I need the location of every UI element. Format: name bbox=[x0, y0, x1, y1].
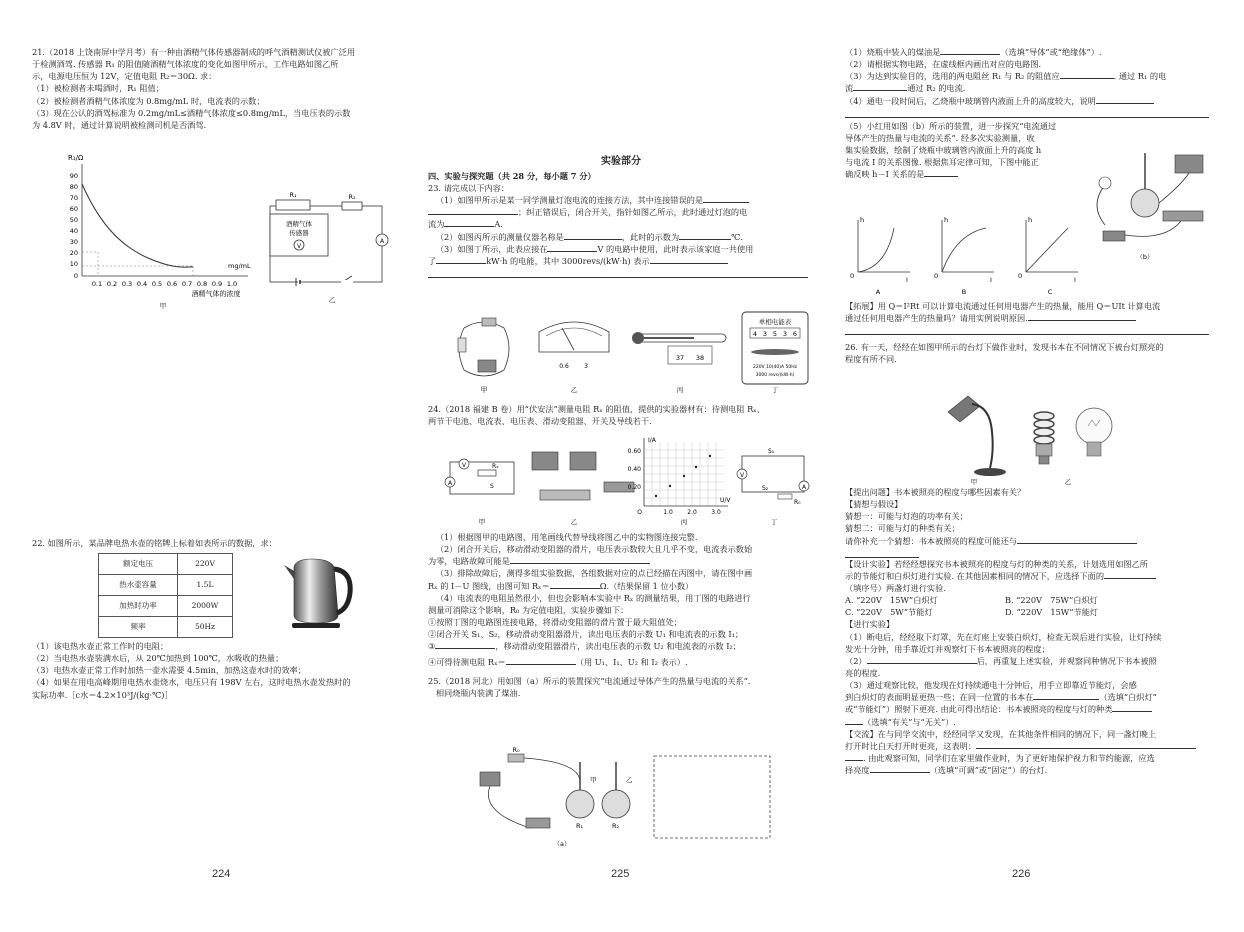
fig-b-caption: （b） bbox=[1136, 253, 1154, 261]
column-page-225 bbox=[428, 155, 814, 278]
graph-option-label: C bbox=[1047, 288, 1053, 296]
q21-graph-xunit: mg/mL bbox=[228, 262, 251, 270]
voltmeter-icon: V bbox=[461, 462, 467, 469]
table-row bbox=[99, 575, 233, 596]
q21-ammeter-icon: A bbox=[379, 238, 385, 245]
q22-spec-table bbox=[98, 553, 233, 638]
q24-line: 测量可消除这个影响，R₀ 为定值电阻，实验步骤如下： bbox=[428, 604, 629, 615]
q26-line: 发光十分钟，用手靠近灯并观察灯下书本被照亮的程度； bbox=[845, 643, 1050, 654]
q26-line: . 由此观察可知，同学们在家里做作业时，为了更好地保护视力和节约能源，应选 bbox=[845, 752, 1217, 764]
q21-ytick: 90 bbox=[69, 172, 78, 180]
q23-ammeter-tick: 0.6 bbox=[559, 363, 569, 370]
q21-resistance-graph bbox=[38, 150, 268, 310]
q21-ytick: 0 bbox=[73, 272, 78, 280]
q21-sensor-label: 酒精气体 bbox=[286, 220, 312, 228]
meter-spec: 220V 10(40)A 50Hz bbox=[752, 365, 798, 370]
q24-fig-caption: 丙 bbox=[680, 518, 688, 526]
svg-text:传感器: 传感器 bbox=[289, 229, 309, 237]
q25-part5 bbox=[845, 120, 1065, 181]
table-cell: 2000W bbox=[178, 596, 233, 617]
meter-digit: 5 bbox=[772, 330, 778, 338]
q23-line: （3）如图丁所示，此表应接在 V 的电路中使用，此时表示该家庭一共使用 bbox=[435, 243, 754, 254]
section-subtitle: 四、实验与探究题（共 28 分，每小题 7 分） bbox=[428, 170, 596, 181]
question-22 bbox=[32, 537, 418, 549]
q25-cont-line: 与电流 I 的关系图像. 根据焦耳定律可知，下图中能正 bbox=[845, 157, 1039, 168]
s1-label: S₁ bbox=[768, 448, 775, 455]
q24-graph-ylabel: I/A bbox=[648, 437, 656, 444]
q22-questions bbox=[32, 640, 418, 701]
q21-ytick: 60 bbox=[69, 205, 78, 213]
q21-ytick: 50 bbox=[69, 216, 78, 224]
q23-line: 了 kW·h 的电能，其中 3000revs/(kW·h) 表示 bbox=[428, 255, 814, 267]
q21-xtick: 0.7 bbox=[181, 280, 193, 288]
q24-line: （2）闭合开关后，移动滑动变阻器的滑片，电压表示数较大且几乎不变，电流表示数始 bbox=[435, 544, 753, 555]
table-cell: 频率 bbox=[99, 617, 178, 638]
q21-ytick: 10 bbox=[69, 260, 78, 268]
q22-line: （4）如果在用电高峰期用电热水壶烧水，电压只有 198V 左右，这时电热水壶发热时的 bbox=[32, 677, 351, 688]
q21-line: 示，电源电压恒为 12V，定值电阻 R₂＝30Ω. 求： bbox=[32, 71, 217, 82]
q25-cont-line: 【拓展】用 Q＝I²Rt 可以计算电流通过任何用电器产生的热量，能用 Q＝UIt 计算电流 bbox=[845, 301, 1161, 311]
q25-apparatus-figure bbox=[470, 742, 780, 852]
q26-line: 择亮度 （选填“可调”或“固定”）的台灯. bbox=[845, 765, 1048, 776]
graph-xlabel: I bbox=[1074, 276, 1076, 284]
q21-xtick: 0.8 bbox=[196, 280, 208, 288]
flask-jia-label: 甲 bbox=[590, 776, 597, 784]
q25-cont-line: 通过任何用电器产生的热量吗？请用实例说明原因. bbox=[845, 312, 1217, 324]
voltmeter-icon: V bbox=[739, 472, 745, 479]
q21-circuit-diagram bbox=[262, 190, 392, 310]
q21-r1-label: R₁ bbox=[289, 191, 297, 199]
q24-graph-ytick: 0.40 bbox=[627, 466, 641, 473]
q25-cont-line: （4）通电一段时间后，乙烧瓶中玻璃管内液面上升的高度较大，说明 bbox=[845, 95, 1217, 107]
q21-voltmeter-icon: V bbox=[296, 243, 302, 250]
q23-fig-caption: 丙 bbox=[676, 386, 684, 394]
question-24 bbox=[428, 403, 814, 427]
q26-line: 【进行实验】 bbox=[845, 619, 895, 630]
q26-line: （3）通过观察比较，他发现在灯持续通电十分钟后，用手立即靠近节能灯，会感 bbox=[845, 680, 1137, 691]
option-b: B. “220V 75W”白炽灯 bbox=[1005, 595, 1098, 606]
q26-line: 示的节能灯和白炽灯进行实验. 在其他因素相同的情况下，应选择下面的 bbox=[845, 570, 1217, 582]
q25-cont-line: （1）烧瓶中装入的煤油是 （选填“导体”或“绝缘体”）. bbox=[845, 47, 1102, 57]
q25-cont-line: 确反映 h－I 关系的是 bbox=[845, 168, 1065, 180]
q25-cont-line: 集实验数据，绘制了烧瓶中玻璃管内液面上升的高度 h bbox=[845, 144, 1042, 155]
lamp-caption: 乙 bbox=[1064, 478, 1072, 486]
q24-graph-ytick: 0.60 bbox=[627, 448, 641, 455]
lamps-figure bbox=[940, 392, 1120, 486]
graph-option-label: B bbox=[961, 288, 967, 296]
q24-line: ④可得待测电阻 Rₓ＝ （用 U₁、I₁、U₂ 和 I₂ 表示）. bbox=[428, 657, 688, 668]
q24-line: 两节干电池、电流表、电压表、滑动变阻器、开关及导线若干. bbox=[428, 416, 652, 427]
q26-line: 26. 有一天，经经在如图甲所示的台灯下做作业时，发现书本在不同情况下被台灯照亮的 bbox=[845, 342, 1164, 353]
q21-graph-caption: 甲 bbox=[159, 302, 167, 310]
q21-ytick: 30 bbox=[69, 238, 78, 246]
q23-fig-caption: 甲 bbox=[480, 386, 488, 394]
table-cell: 加热时功率 bbox=[99, 596, 178, 617]
answer-line bbox=[428, 267, 808, 278]
table-cell: 1.5L bbox=[178, 575, 233, 596]
q24-graph-origin: O bbox=[637, 509, 642, 516]
q22-line: 实际功率.［c水＝4.2×10³J/(kg·℃)］ bbox=[32, 689, 173, 700]
electric-kettle-image bbox=[282, 553, 358, 631]
q24-circuit-figure bbox=[444, 434, 814, 528]
page-number: 225 bbox=[611, 868, 630, 880]
q26-line: 亮的程度. bbox=[845, 667, 881, 678]
q26-line: 或“节能灯”）照射下更亮. 由此可得出结论：书本被照亮的程度与灯的种类 bbox=[845, 703, 1217, 715]
q21-ytick: 40 bbox=[69, 227, 78, 235]
q22-line: （1）该电热水壶正常工作时的电阻； bbox=[32, 641, 169, 651]
q21-xtick: 0.2 bbox=[106, 280, 118, 288]
q21-xtick: 0.3 bbox=[121, 280, 133, 288]
graph-xlabel: I bbox=[906, 276, 908, 284]
meter-digit: 4 bbox=[752, 330, 758, 338]
table-row bbox=[99, 596, 233, 617]
option-c: C. “220V 5W”节能灯 bbox=[845, 607, 933, 618]
q24-questions bbox=[428, 531, 814, 699]
option-row bbox=[845, 594, 1217, 606]
page-number: 226 bbox=[1012, 868, 1031, 880]
graph-ylabel: h bbox=[944, 216, 949, 224]
q25-cont-line: 导体产生的热量与电流的关系”. 经多次实验测量，收 bbox=[845, 132, 1035, 143]
q21-xtick: 0.6 bbox=[166, 280, 178, 288]
q23-line: 23. 请完成以下内容： bbox=[428, 182, 510, 193]
page-number: 224 bbox=[212, 868, 231, 880]
q24-line: （4）电流表的电阻虽然很小，但也会影响本实验中 Rₓ 的测量结果，用丁图的电路进行 bbox=[435, 592, 751, 603]
desk-lamp-icon bbox=[948, 396, 1006, 476]
q24-line: ③ ，移动滑动变阻器滑片，读出电压表的示数 U₂ 和电流表的示数 I₂； bbox=[428, 641, 741, 652]
q24-line: 24.（2018 福建 B 卷）用“伏安法”测量电阻 Rₓ 的阻值，提供的实验器材有：待测电阻 Rₓ、 bbox=[428, 404, 765, 414]
q24-fig-caption: 甲 bbox=[478, 518, 486, 526]
q21-xtick: 1.0 bbox=[226, 280, 238, 288]
q23-instruments-figure bbox=[444, 308, 814, 394]
circuit-drawing-box bbox=[654, 756, 770, 838]
q24-graph-xtick: 1.0 bbox=[663, 509, 673, 516]
q24-fig-caption: 乙 bbox=[570, 518, 578, 526]
q26-line: 【交流】在与同学交流中，经经同学又发现，在其他条件相同的情况下，同一盏灯晚上 bbox=[845, 728, 1157, 739]
incandescent-bulb-icon bbox=[1076, 408, 1112, 456]
ammeter-icon: A bbox=[801, 484, 807, 491]
q23-line: 流为 A. bbox=[428, 219, 503, 230]
q21-circuit-caption: 乙 bbox=[328, 296, 336, 304]
r0-label: R₀ bbox=[794, 499, 801, 506]
q24-graph-xtick: 3.0 bbox=[711, 509, 721, 516]
table-cell: 220V bbox=[178, 554, 233, 575]
q23-line: ；纠正错误后，闭合开关，指针如图乙所示，此时通过灯泡的电 bbox=[428, 206, 814, 218]
q23-fig-caption: 乙 bbox=[570, 386, 578, 394]
flask-yi-label: 乙 bbox=[626, 776, 633, 784]
option-d: D. “220V 15W”节能灯 bbox=[1005, 607, 1099, 618]
q26-line: （填序号）两盏灯进行实验. bbox=[845, 582, 946, 593]
q26-line: 请你补充一个猜想：书本被照亮的程度可能还与 bbox=[845, 535, 1217, 547]
q25-cont-line: （2）请根据实物电路，在虚线框内画出对应的电路图. bbox=[845, 59, 1042, 70]
q25-line: 相同烧瓶内装满了煤油. bbox=[435, 687, 521, 698]
q21-line: 为 4.8V 时，通过计算说明被检测司机是否酒驾. bbox=[32, 119, 207, 130]
graph-xlabel: I bbox=[990, 276, 992, 284]
q21-r2-label: R₂ bbox=[348, 193, 356, 201]
option-row bbox=[845, 606, 1217, 618]
q21-line: （3）现在公认的酒驾标准为 0.2mg/mL≤酒精气体浓度≤0.8mg/mL，当电压表的示数 bbox=[32, 107, 351, 118]
q21-ytick: 70 bbox=[69, 194, 78, 202]
q24-fig-caption: 丁 bbox=[770, 518, 778, 526]
q24-graph-ytick: 0.20 bbox=[627, 484, 641, 491]
q25-cont-line: （5）小红用如图（b）所示的装置，进一步探究“电流通过 bbox=[845, 120, 1057, 131]
rx-label: Rₓ bbox=[492, 463, 499, 470]
q24-graph-xtick: 2.0 bbox=[687, 509, 697, 516]
q26-line: 猜想二：可能与灯的种类有关； bbox=[845, 523, 960, 534]
q21-xtick: 0.9 bbox=[211, 280, 223, 288]
q26-line: （选填“有关”与“无关”）. bbox=[845, 716, 1217, 728]
meter-digit: 6 bbox=[792, 330, 798, 338]
q26-line: 程度有所不同. bbox=[845, 354, 897, 365]
meter-digit: 3 bbox=[782, 330, 788, 338]
graph-ylabel: h bbox=[1028, 216, 1033, 224]
q25-line: 25.（2018 河北）用如图（a）所示的装置探究“电流通过导体产生的热量与电流的关系”. bbox=[428, 675, 751, 686]
option-a: A. “220V 15W”白炽灯 bbox=[845, 595, 938, 606]
question-26 bbox=[845, 486, 1217, 776]
q26-line: 打开时比白天打开时更亮，这表明： bbox=[845, 740, 1217, 752]
table-row bbox=[99, 617, 233, 638]
answer-line bbox=[845, 324, 1209, 335]
r1-label: R₁ bbox=[576, 822, 584, 830]
q23-line: （1）如图甲所示是某一同学测量灯泡电流的连接方法，其中连接错误的是 bbox=[428, 194, 814, 206]
q24-graph-xlabel: U/V bbox=[720, 497, 731, 504]
graph-origin: 0 bbox=[934, 272, 939, 280]
table-cell: 热水壶容量 bbox=[99, 575, 178, 596]
q24-line: 为零，电路故障可能是 bbox=[428, 555, 814, 567]
q24-line: （1）根据图甲的电路图，用笔画线代替导线将图乙中的实物图连接完整. bbox=[435, 532, 698, 542]
graph-origin: 0 bbox=[850, 272, 855, 280]
q21-xtick: 0.1 bbox=[91, 280, 103, 288]
meter-digit: 3 bbox=[762, 330, 768, 338]
q21-xtick: 0.5 bbox=[151, 280, 163, 288]
q21-line: 21.（2018 上饶南屏中学月考）有一种由酒精气体传感器制成的呼气酒精测试仪被广泛用 bbox=[32, 47, 356, 57]
s2-label: S₂ bbox=[762, 485, 769, 492]
table-row bbox=[99, 554, 233, 575]
q25-cont-line: （3）为达到实验目的，选用的两电阻丝 R₁ 与 R₂ 的阻值应 . 通过 R₁ 的电 bbox=[845, 71, 1167, 82]
q22-line: （2）当电热水壶装满水后，从 20℃加热到 100℃，水吸收的热量； bbox=[32, 653, 284, 664]
q21-line: 于检测酒驾. 传感器 R₁ 的阻值随酒精气体浓度的变化如图甲所示，工作电路如图乙所 bbox=[32, 59, 339, 70]
q21-line: （1）被检测者未喝酒时，R₁ 阻值； bbox=[32, 83, 164, 94]
h-i-graph-options bbox=[846, 212, 1086, 302]
q22-intro: 22. 如图所示，某品牌电热水壶的铭牌上标着如表所示的数据，求： bbox=[32, 538, 277, 548]
q24-line: Rₓ 的 I－U 图线，由图可知 Rₓ＝ Ω.（结果保留 1 位小数） bbox=[428, 580, 694, 591]
table-cell: 额定电压 bbox=[99, 554, 178, 575]
column-page-224 bbox=[32, 46, 418, 131]
q25-extension bbox=[845, 300, 1217, 366]
answer-line bbox=[845, 547, 919, 558]
answer-line bbox=[845, 107, 1209, 118]
q25-cont-line: 流 通过 R₂ 的电流. bbox=[845, 83, 966, 94]
q26-line: 猜想一：可能与灯泡的功率有关； bbox=[845, 511, 968, 522]
q25-fig-caption: （a） bbox=[553, 840, 571, 848]
q25-apparatus-b bbox=[1085, 145, 1215, 267]
q21-graph-xlabel: 酒精气体的浓度 bbox=[191, 290, 241, 298]
energy-meter-title: 单相电能表 bbox=[758, 318, 792, 326]
q26-line: 【提出问题】书本被照亮的程度与哪些因素有关？ bbox=[845, 487, 1026, 497]
section-title: 实验部分 bbox=[601, 156, 641, 167]
q26-line: 【猜想与假设】 bbox=[845, 499, 903, 510]
q26-line: （2） 后，再重复上述实验，并观察同种情况下书本被照 bbox=[845, 655, 1157, 666]
thermometer-tick: 37 bbox=[675, 354, 685, 362]
graph-ylabel: h bbox=[860, 216, 865, 224]
q24-line: ①按照丁图的电路图连接电路，将滑动变阻器的滑片置于最大阻值处； bbox=[428, 616, 682, 627]
q21-ytick: 80 bbox=[69, 183, 78, 191]
r2-label: R₂ bbox=[612, 822, 620, 830]
q21-ytick: 20 bbox=[69, 249, 78, 257]
q23-line: （2）如图丙所示的测量仪器名称是 ，此时的示数为 ℃. bbox=[435, 231, 743, 242]
table-cell: 50Hz bbox=[178, 617, 233, 638]
lamp-caption: 甲 bbox=[970, 478, 978, 486]
ammeter-icon: A bbox=[447, 480, 453, 487]
graph-origin: 0 bbox=[1018, 272, 1023, 280]
meter-revs: 3000 revs/(kW·h) bbox=[755, 373, 795, 378]
q22-line: （3）电热水壶正常工作时加热一壶水需要 4.5min，加热这壶水时的效率； bbox=[32, 665, 306, 676]
q26-line: 到白炽灯的表面明显更热一些；在同一位置的书本在 （选填“白炽灯” bbox=[845, 692, 1157, 703]
q23-fig-caption: 丁 bbox=[771, 386, 779, 394]
q24-line: （3）排除故障后，测得多组实验数据，各组数据对应的点已经描在丙图中，请在图中画 bbox=[435, 568, 753, 579]
q21-xtick: 0.4 bbox=[136, 280, 148, 288]
thermometer-tick: 38 bbox=[695, 354, 705, 362]
q26-line: （1）断电后，经经取下灯罩，先在灯座上安装白炽灯，检查无误后进行实验，让灯持续 bbox=[845, 631, 1162, 642]
question-21 bbox=[32, 46, 418, 131]
q26-line: 【设计实验】若经经想探究书本被照亮的程度与灯的种类的关系，计划选用如图乙所 bbox=[845, 558, 1148, 569]
switch-label: S bbox=[490, 483, 494, 490]
q23-ammeter-tick: 3 bbox=[584, 363, 588, 370]
r0-label: R₀ bbox=[512, 746, 520, 754]
q21-line: （2）被检测者酒精气体浓度为 0.8mg/mL 时，电流表的示数； bbox=[32, 95, 265, 106]
q21-graph-ylabel: R₁/Ω bbox=[68, 154, 84, 162]
energy-saving-bulb-icon bbox=[1034, 412, 1054, 464]
q24-line: ②闭合开关 S₁、S₂，移动滑动变阻器滑片，读出电压表的示数 U₁ 和电流表的示数 I₁； bbox=[428, 629, 744, 640]
graph-option-label: A bbox=[875, 288, 881, 296]
